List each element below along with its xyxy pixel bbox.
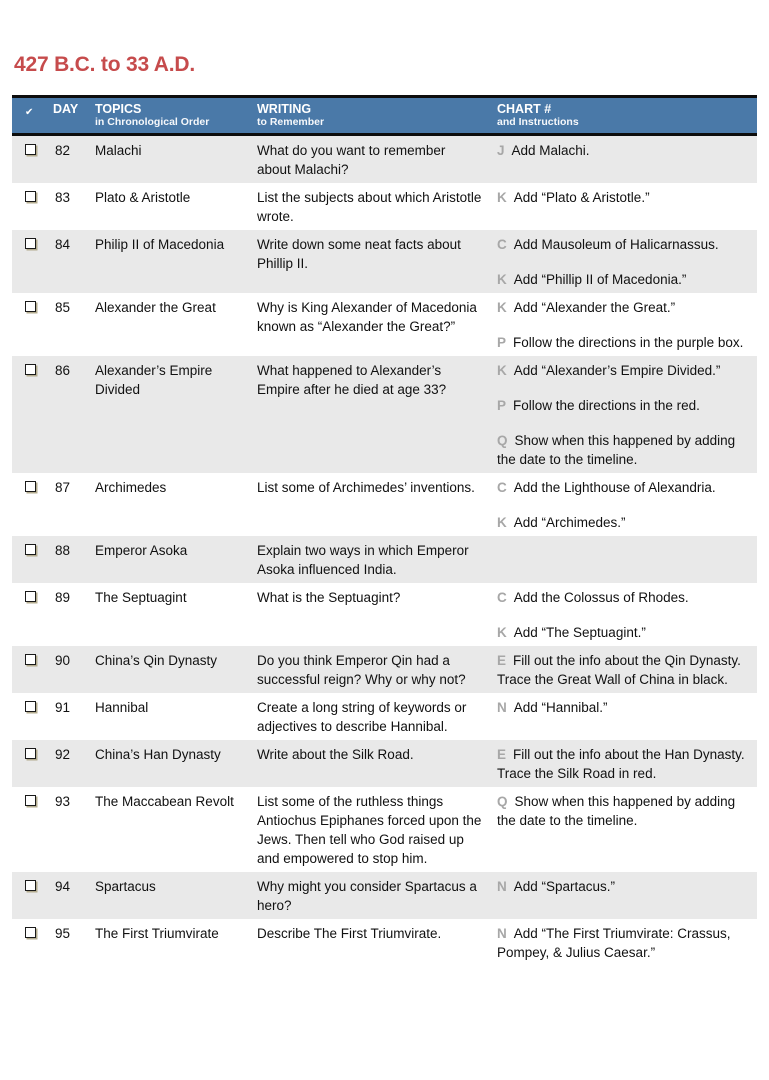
chart-instruction-item xyxy=(497,333,755,352)
chart-instruction-text: Add “Plato & Aristotle.” xyxy=(513,190,650,205)
cell-check xyxy=(12,745,50,764)
writing-prompt: List some of Archimedes’ inventions. xyxy=(257,480,475,495)
chart-instructions xyxy=(488,792,757,830)
cell-check xyxy=(12,651,50,670)
chart-letter: N xyxy=(497,926,507,941)
chart-instruction-text: Add the Colossus of Rhodes. xyxy=(513,590,689,605)
topic-label: Plato & Aristotle xyxy=(95,190,191,205)
topic-label: Alexander’s Empire Divided xyxy=(95,363,213,397)
topic-label: China’s Qin Dynasty xyxy=(95,653,218,668)
chart-instructions xyxy=(488,745,757,783)
chart-instructions xyxy=(488,588,757,642)
chart-instruction-text: Fill out the info about the Han Dynasty. Trace the Silk Road in red. xyxy=(497,747,745,781)
topic-label: Archimedes xyxy=(95,480,167,495)
column-header-day: DAY xyxy=(53,102,79,116)
chart-instruction-text: Add Malachi. xyxy=(511,143,590,158)
chart-instruction-text: Add “Archimedes.” xyxy=(513,515,626,530)
topic-label: Hannibal xyxy=(95,700,149,715)
chart-instruction-item xyxy=(497,270,755,289)
chart-instruction-item xyxy=(497,396,755,415)
chart-instructions xyxy=(488,298,757,352)
table-row xyxy=(12,693,757,740)
cell-check xyxy=(12,541,50,560)
writing-prompt: Do you think Emperor Qin had a successful reign? Why or why not? xyxy=(257,653,466,687)
writing-prompt: What happened to Alexander’s Empire after he died at age 33? xyxy=(257,363,447,397)
writing-prompt: Why might you consider Spartacus a hero? xyxy=(257,879,477,913)
page-title: 427 B.C. to 33 A.D. xyxy=(14,53,195,76)
table-row xyxy=(12,646,757,693)
day-number: 92 xyxy=(55,747,71,762)
table-row xyxy=(12,230,757,293)
chart-instructions xyxy=(488,877,757,896)
topic-label: Malachi xyxy=(95,143,142,158)
cell-check xyxy=(12,478,50,497)
topic-label: The Maccabean Revolt xyxy=(95,794,234,809)
chart-instruction-text: Add “Hannibal.” xyxy=(513,700,608,715)
table-row xyxy=(12,872,757,919)
chart-letter: K xyxy=(497,272,507,287)
chart-instruction-item xyxy=(497,478,755,497)
chart-instructions xyxy=(488,924,757,962)
checkbox[interactable] xyxy=(25,544,36,555)
day-number: 93 xyxy=(55,794,71,809)
writing-prompt: Write about the Silk Road. xyxy=(257,747,414,762)
chart-instruction-item xyxy=(497,698,755,717)
chart-letter: J xyxy=(497,143,505,158)
chart-instruction-item xyxy=(497,924,755,962)
checkbox[interactable] xyxy=(25,191,36,202)
topic-label: Spartacus xyxy=(95,879,156,894)
chart-letter: N xyxy=(497,879,507,894)
header-cell-writing xyxy=(255,102,488,129)
chart-letter: C xyxy=(497,237,507,252)
chart-instructions xyxy=(488,478,757,532)
worksheet-page xyxy=(0,52,769,1080)
cell-check xyxy=(12,588,50,607)
chart-instruction-item xyxy=(497,623,755,642)
writing-prompt: Explain two ways in which Emperor Asoka influenced India. xyxy=(257,543,469,577)
table-row xyxy=(12,583,757,646)
checkbox[interactable] xyxy=(25,481,36,492)
day-number: 90 xyxy=(55,653,71,668)
chart-instruction-text: Show when this happened by adding the date to the timeline. xyxy=(497,433,736,467)
chart-instruction-text: Add “Phillip II of Macedonia.” xyxy=(513,272,687,287)
chart-instruction-text: Follow the directions in the red. xyxy=(513,398,700,413)
header-cell-chart xyxy=(488,102,757,129)
checkbox[interactable] xyxy=(25,364,36,375)
chart-letter: C xyxy=(497,590,507,605)
day-number: 84 xyxy=(55,237,71,252)
writing-prompt: List some of the ruthless things Antiochus Epiphanes forced upon the Jews. Then tell who God raised up and empowered to stop him. xyxy=(257,794,482,866)
column-header-chart: CHART # xyxy=(497,102,552,116)
chart-letter: K xyxy=(497,363,507,378)
writing-prompt: Why is King Alexander of Macedonia known as “Alexander the Great?” xyxy=(257,300,477,334)
chart-instruction-item xyxy=(497,745,755,783)
chart-instruction-text: Fill out the info about the Qin Dynasty. Trace the Great Wall of China in black. xyxy=(497,653,741,687)
table-row xyxy=(12,356,757,473)
chart-instruction-text: Add “Alexander the Great.” xyxy=(513,300,676,315)
chart-instruction-item xyxy=(497,792,755,830)
writing-prompt: Describe The First Triumvirate. xyxy=(257,926,442,941)
day-number: 85 xyxy=(55,300,71,315)
chart-instruction-item xyxy=(497,877,755,896)
chart-instruction-text: Add the Lighthouse of Alexandria. xyxy=(513,480,716,495)
chart-instruction-item xyxy=(497,188,755,207)
chart-instruction-text: Follow the directions in the purple box. xyxy=(513,335,744,350)
day-number: 82 xyxy=(55,143,71,158)
table-row xyxy=(12,740,757,787)
topic-label: China’s Han Dynasty xyxy=(95,747,221,762)
table-row xyxy=(12,183,757,230)
schedule-table xyxy=(12,95,757,966)
table-body xyxy=(12,136,757,966)
chart-letter: K xyxy=(497,515,507,530)
chart-letter: K xyxy=(497,625,507,640)
topic-label: The First Triumvirate xyxy=(95,926,219,941)
header-cell-check xyxy=(12,102,50,120)
writing-prompt: Create a long string of keywords or adjectives to describe Hannibal. xyxy=(257,700,467,734)
cell-check xyxy=(12,698,50,717)
chart-instructions xyxy=(488,188,757,207)
table-row xyxy=(12,787,757,872)
day-number: 95 xyxy=(55,926,71,941)
chart-letter: Q xyxy=(497,433,508,448)
topic-label: The Septuagint xyxy=(95,590,187,605)
chart-instruction-item xyxy=(497,235,755,254)
cell-check xyxy=(12,924,50,943)
table-row xyxy=(12,136,757,183)
column-header-writing: WRITING xyxy=(257,102,312,116)
cell-check xyxy=(12,188,50,207)
day-number: 91 xyxy=(55,700,71,715)
table-row xyxy=(12,919,757,966)
day-number: 94 xyxy=(55,879,71,894)
checkbox[interactable] xyxy=(25,238,36,249)
chart-letter: K xyxy=(497,190,507,205)
chart-instruction-text: Add “Spartacus.” xyxy=(513,879,616,894)
chart-letter: P xyxy=(497,335,507,350)
table-row xyxy=(12,473,757,536)
column-header-topics: TOPICS xyxy=(95,102,142,116)
cell-check xyxy=(12,877,50,896)
writing-prompt: What is the Septuagint? xyxy=(257,590,401,605)
chart-letter: E xyxy=(497,747,507,762)
checkbox[interactable] xyxy=(25,927,36,938)
writing-prompt: Write down some neat facts about Phillip II. xyxy=(257,237,461,271)
table-row xyxy=(12,536,757,583)
cell-check xyxy=(12,141,50,160)
cell-check xyxy=(12,298,50,317)
chart-instructions xyxy=(488,698,757,717)
cell-check xyxy=(12,792,50,811)
checkbox[interactable] xyxy=(25,748,36,759)
topic-label: Alexander the Great xyxy=(95,300,216,315)
chart-letter: P xyxy=(497,398,507,413)
table-header-row xyxy=(12,95,757,136)
day-number: 88 xyxy=(55,543,71,558)
column-subheader-chart: and Instructions xyxy=(497,116,579,128)
checkbox[interactable] xyxy=(25,144,36,155)
chart-instruction-item xyxy=(497,651,755,689)
chart-instruction-text: Add “The First Triumvirate: Crassus, Pompey, & Julius Caesar.” xyxy=(497,926,731,960)
cell-check xyxy=(12,235,50,254)
column-subheader-writing: to Remember xyxy=(257,116,325,128)
table-row xyxy=(12,293,757,356)
column-subheader-topics: in Chronological Order xyxy=(95,116,210,128)
chart-letter: K xyxy=(497,300,507,315)
chart-instruction-item xyxy=(497,361,755,380)
header-cell-topics xyxy=(93,102,255,129)
chart-instructions xyxy=(488,141,757,160)
day-number: 83 xyxy=(55,190,71,205)
chart-instructions xyxy=(488,361,757,469)
chart-letter: Q xyxy=(497,794,508,809)
checkbox[interactable] xyxy=(25,301,36,312)
chart-instruction-text: Show when this happened by adding the date to the timeline. xyxy=(497,794,736,828)
chart-instruction-item xyxy=(497,141,755,160)
chart-instruction-text: Add Mausoleum of Halicarnassus. xyxy=(513,237,719,252)
chart-instruction-item xyxy=(497,588,755,607)
checkbox[interactable] xyxy=(25,654,36,665)
header-cell-day xyxy=(50,102,93,116)
checkbox[interactable] xyxy=(25,701,36,712)
writing-prompt: List the subjects about which Aristotle wrote. xyxy=(257,190,482,224)
chart-letter: E xyxy=(497,653,507,668)
chart-instruction-item xyxy=(497,513,755,532)
chart-instruction-item xyxy=(497,298,755,317)
topic-label: Emperor Asoka xyxy=(95,543,188,558)
day-number: 86 xyxy=(55,363,71,378)
checkbox[interactable] xyxy=(25,591,36,602)
chart-instruction-text: Add “The Septuagint.” xyxy=(513,625,646,640)
chart-instructions xyxy=(488,651,757,689)
checkbox[interactable] xyxy=(25,795,36,806)
checkbox[interactable] xyxy=(25,880,36,891)
chart-letter: N xyxy=(497,700,507,715)
checkmark-icon: ✔ xyxy=(25,107,34,118)
topic-label: Philip II of Macedonia xyxy=(95,237,225,252)
writing-prompt: What do you want to remember about Malachi? xyxy=(257,143,446,177)
chart-instruction-item xyxy=(497,431,755,469)
day-number: 89 xyxy=(55,590,71,605)
chart-instruction-text: Add “Alexander’s Empire Divided.” xyxy=(513,363,721,378)
chart-letter: C xyxy=(497,480,507,495)
chart-instructions xyxy=(488,235,757,289)
cell-check xyxy=(12,361,50,380)
day-number: 87 xyxy=(55,480,71,495)
